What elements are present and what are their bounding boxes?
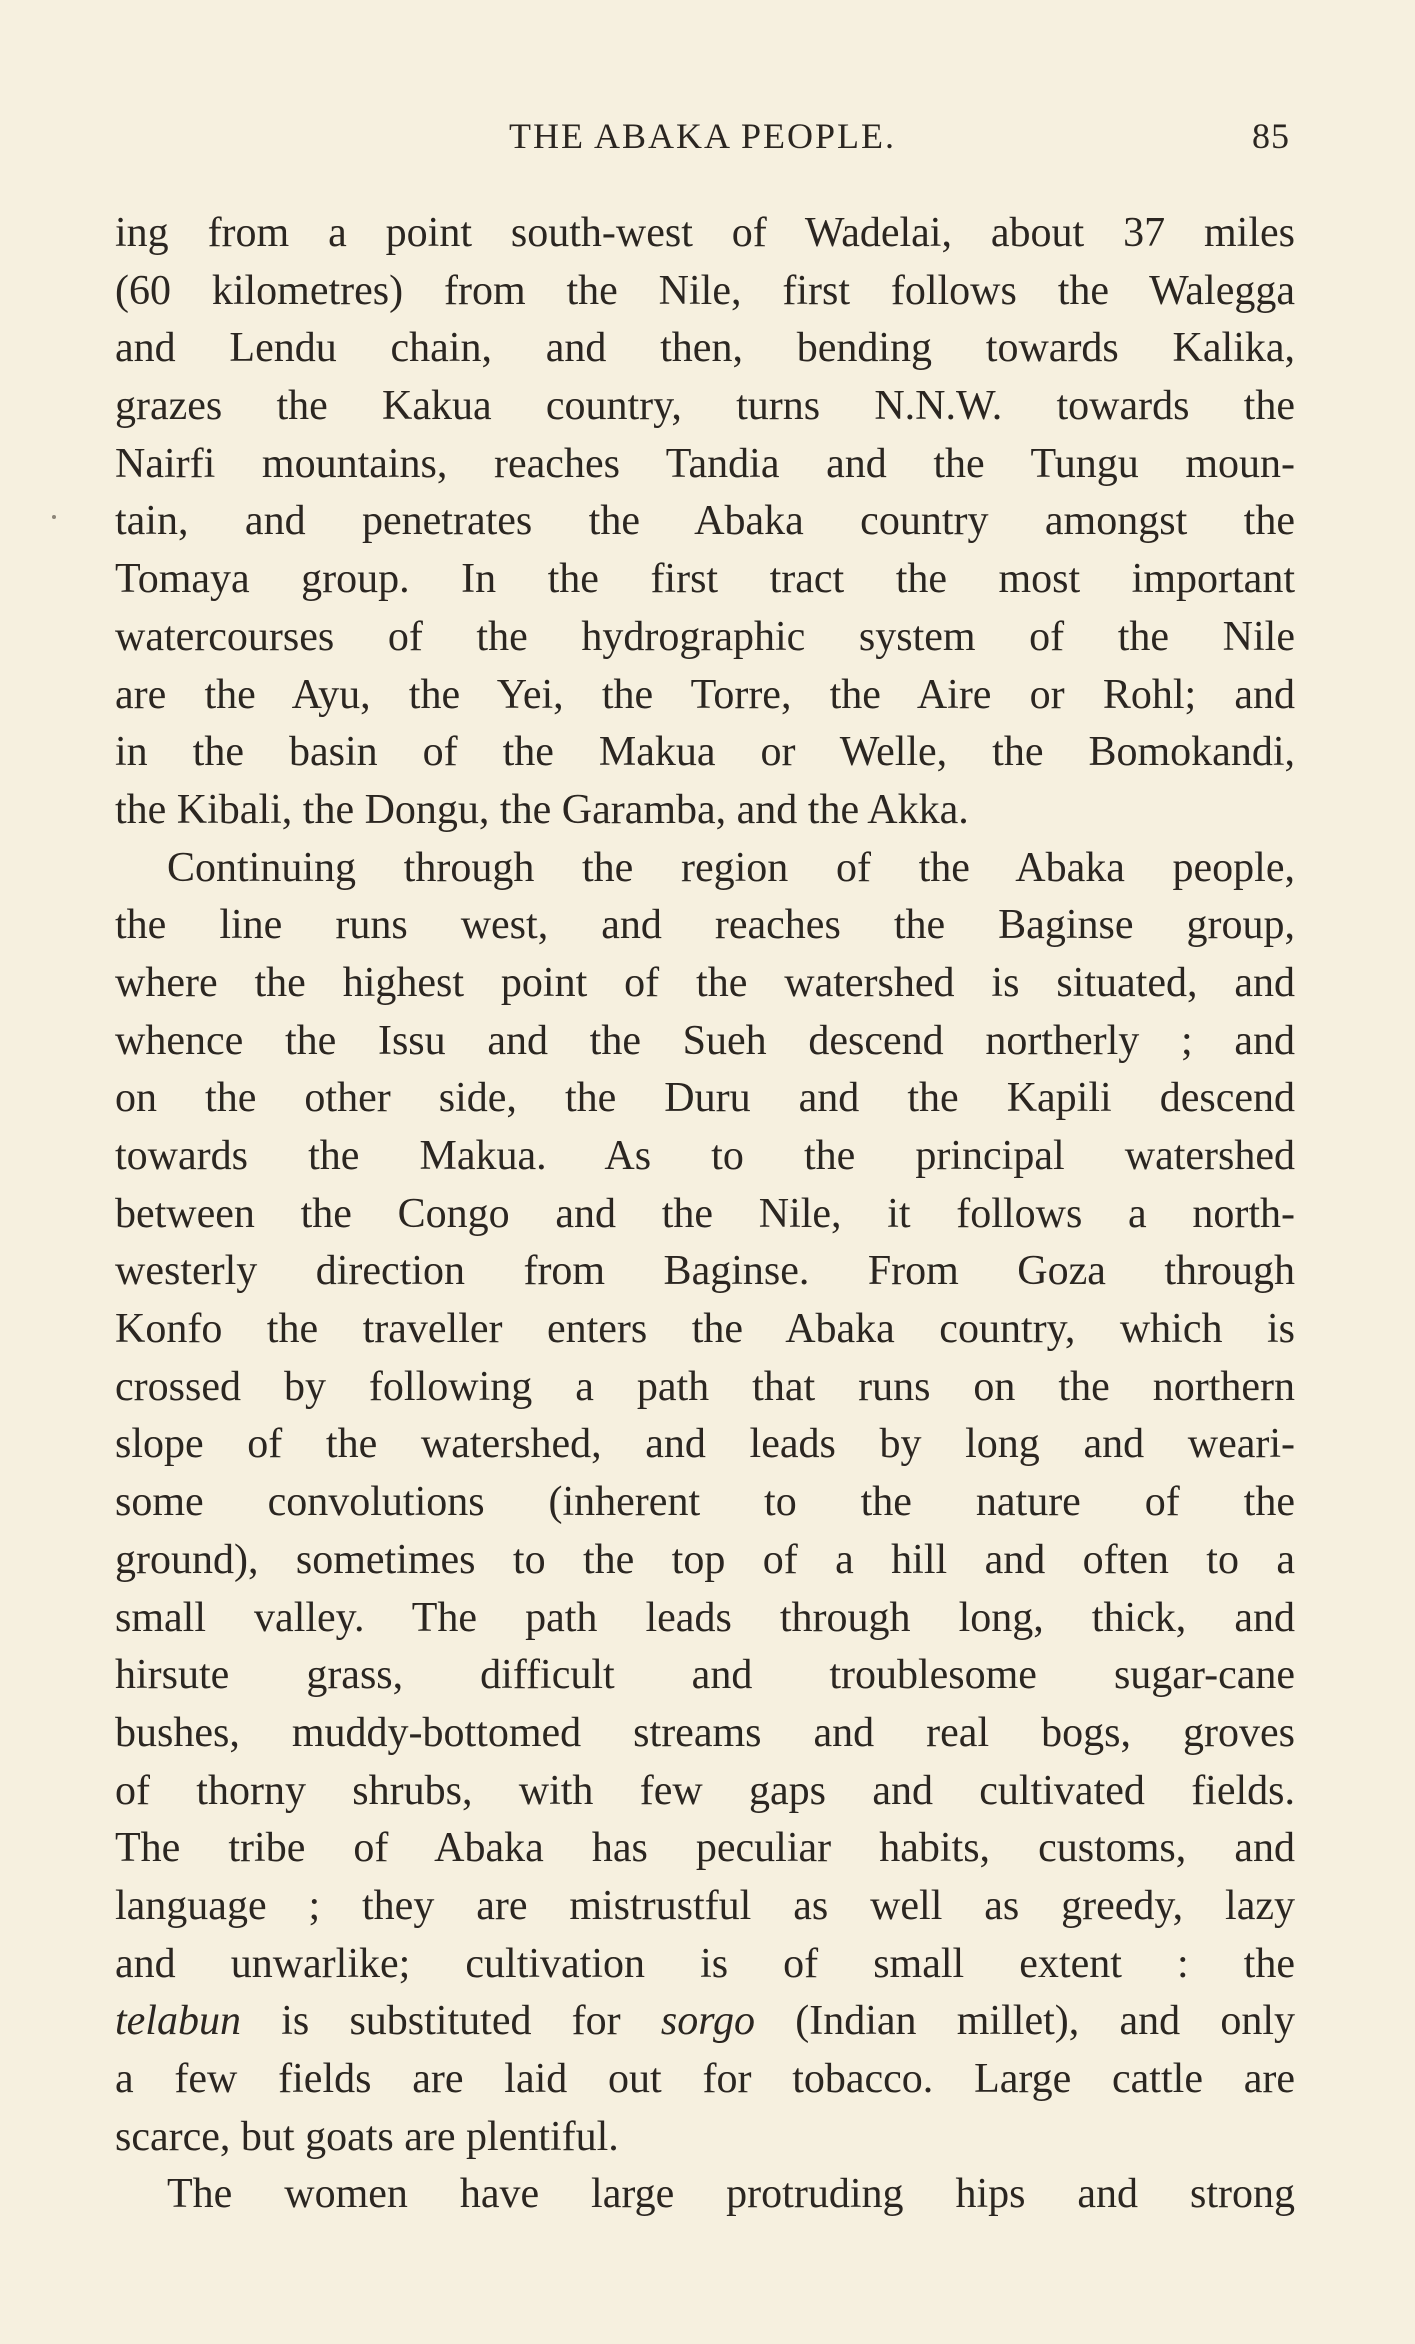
text-line: crossed by following a path that runs on the northern	[115, 1363, 1295, 1410]
page-header	[115, 115, 1290, 165]
text-line: slope of the watershed, and leads by long and weari-	[115, 1421, 1295, 1468]
text-line: westerly direction from Baginse. From Goza through	[115, 1248, 1295, 1295]
text-line: grazes the Kakua country, turns N.N.W. towards the	[115, 383, 1295, 430]
text-line: The tribe of Abaka has peculiar habits, customs, and	[115, 1825, 1295, 1872]
text-line: Konfo the traveller enters the Abaka country, which is	[115, 1306, 1295, 1353]
text-line: Tomaya group. In the first tract the most important	[115, 556, 1295, 603]
text-line: tain, and penetrates the Abaka country amongst the	[115, 498, 1295, 545]
text-line: between the Congo and the Nile, it follows a north-	[115, 1190, 1295, 1237]
text-line: hirsute grass, difficult and troublesome sugar-cane	[115, 1652, 1295, 1699]
text-line: on the other side, the Duru and the Kapili descend	[115, 1075, 1295, 1122]
page-number: 85	[1252, 116, 1290, 156]
paragraph-start-line: The women have large protruding hips and strong	[167, 2171, 1295, 2218]
italic-term: telabun	[115, 1998, 241, 2045]
text-line: towards the Makua. As to the principal watershed	[115, 1133, 1295, 1179]
margin-mark	[52, 515, 56, 519]
text-line: ground), sometimes to the top of a hill and often to a	[115, 1536, 1295, 1583]
paragraph-start-line: Continuing through the region of the Abaka people,	[167, 844, 1295, 891]
text-line: the Kibali, the Dongu, the Garamba, and the Akka.	[115, 786, 969, 833]
text-line: the line runs west, and reaches the Baginse group,	[115, 902, 1295, 949]
text-line: of thorny shrubs, with few gaps and cultivated fields.	[115, 1767, 1295, 1814]
text-line: (60 kilometres) from the Nile, first follows the Walegga	[115, 267, 1295, 314]
text-line: Nairfi mountains, reaches Tandia and the Tungu moun-	[115, 440, 1295, 487]
text-line: whence the Issu and the Sueh descend northerly ; and	[115, 1017, 1295, 1064]
text-line: ing from a point south-west of Wadelai, about 37 miles	[115, 210, 1295, 256]
text-line: language ; they are mistrustful as well as greedy, lazy	[115, 1882, 1295, 1929]
body-text	[115, 205, 1295, 2224]
text-line-with-italics	[115, 1993, 1295, 2051]
text-run: is substituted for	[240, 1998, 661, 2045]
text-line: and Lendu chain, and then, bending towards Kalika,	[115, 325, 1295, 372]
text-line: scarce, but goats are plentiful.	[115, 2113, 619, 2160]
text-line: are the Ayu, the Yei, the Torre, the Aire or Rohl; and	[115, 671, 1295, 718]
text-line: and unwarlike; cultivation is of small extent : the	[115, 1940, 1295, 1987]
italic-term: sorgo	[660, 1998, 756, 2045]
text-line: small valley. The path leads through long, thick, and	[115, 1594, 1295, 1641]
running-title: THE ABAKA PEOPLE.	[508, 116, 897, 156]
text-line: bushes, muddy-bottomed streams and real bogs, groves	[115, 1709, 1295, 1756]
text-line: in the basin of the Makua or Welle, the Bomokandi,	[115, 729, 1295, 776]
text-line: a few fields are laid out for tobacco. Large cattle are	[115, 2056, 1295, 2102]
text-line: some convolutions (inherent to the nature of the	[115, 1479, 1295, 1526]
text-line: watercourses of the hydrographic system of the Nile	[115, 613, 1295, 660]
text-line: where the highest point of the watershed is situated, and	[115, 959, 1295, 1006]
text-run: (Indian millet), and only	[755, 1998, 1295, 2045]
